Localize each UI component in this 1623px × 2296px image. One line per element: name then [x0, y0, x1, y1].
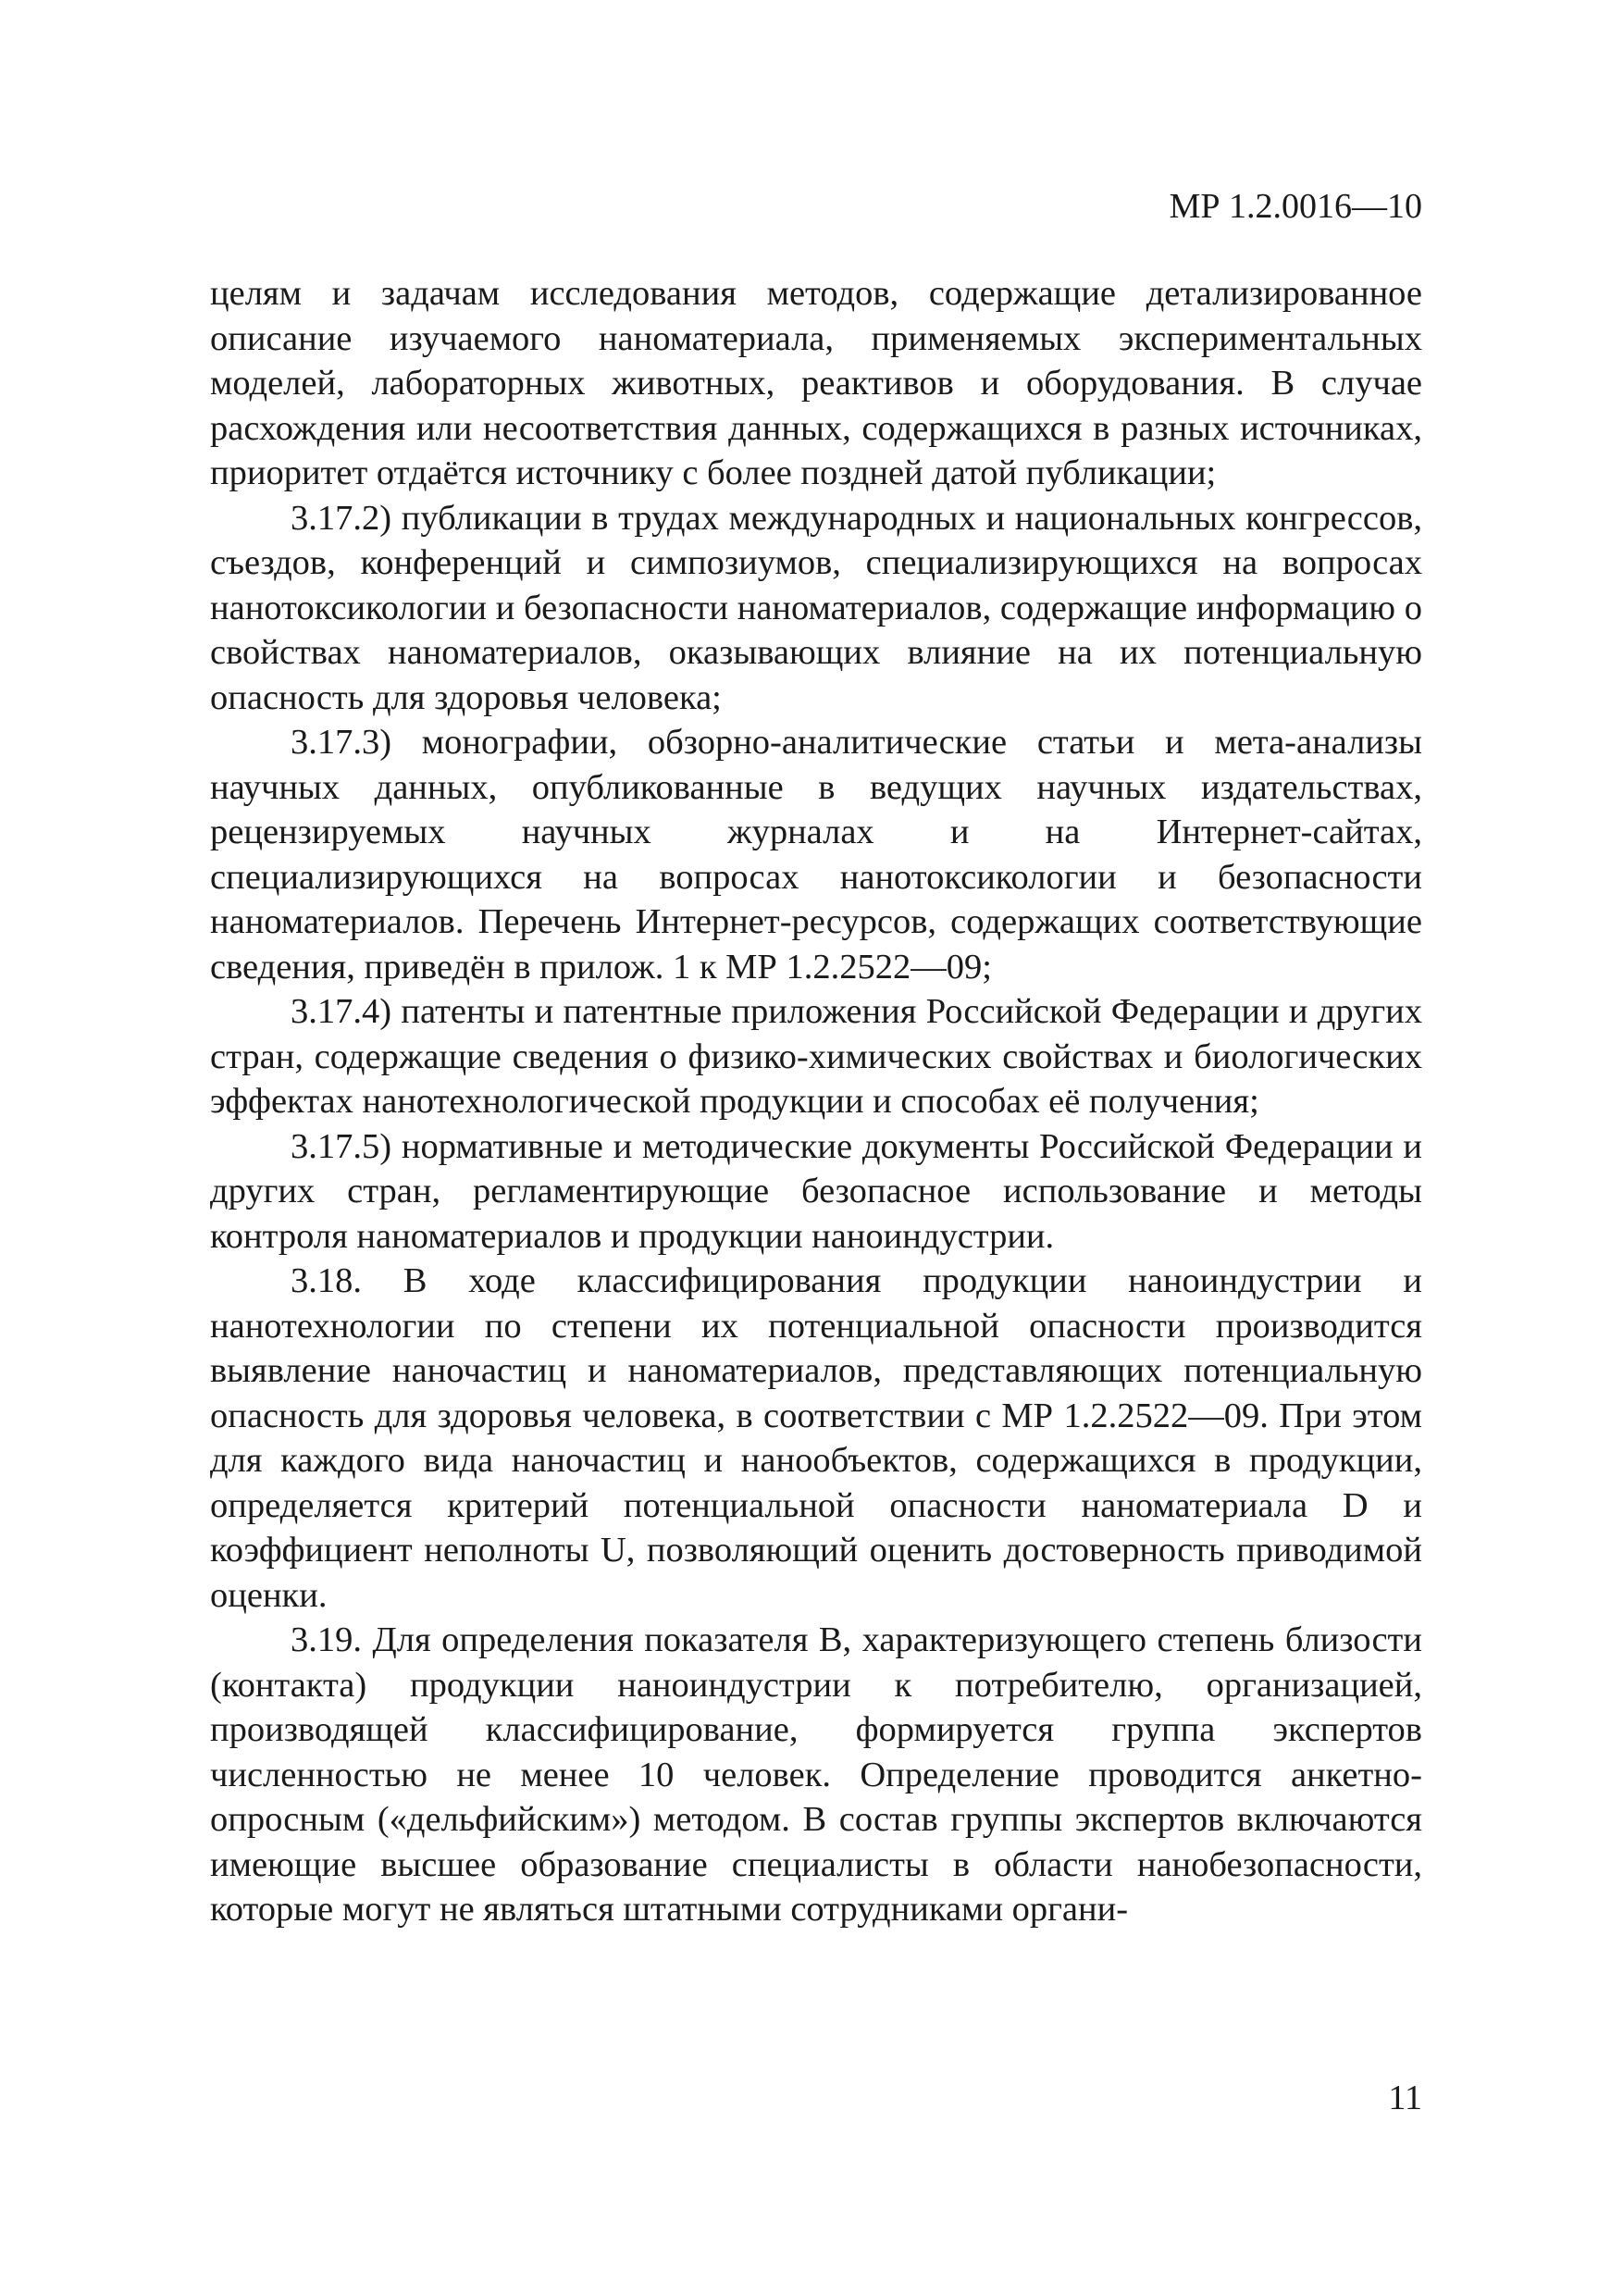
- document-code-header: МР 1.2.0016—10: [1169, 187, 1422, 226]
- paragraph-3-18: 3.18. В ходе классифицирования продукции наноиндустрии и нанотехнологии по степени их потенциальной опасности производится выявление наночастиц и наноматериалов, представляющих потенциальную опасность для здоровья человека, в соответствии с МР 1.2.2522—09. При этом для каждого вида наночастиц и нанообъектов, содержащихся в продукции, определяется критерий потенциальной опасности наноматериала D и коэффициент неполноты U, позволяющий оценить достоверность приводимой оценки.: [210, 1261, 1422, 1615]
- paragraph-3-17-5: 3.17.5) нормативные и методические документы Российской Федерации и других стран, регламентирующие безопасное использование и методы контроля наноматериалов и продукции наноиндустрии.: [210, 1126, 1422, 1256]
- paragraph-3-17-2: 3.17.2) публикации в трудах международных и национальных конгрессов, съездов, конференций и симпозиумов, специализирующихся на вопросах нанотоксикологии и безопасности наноматериалов, содержащие информацию о свойствах наноматериалов, оказывающих влияние на их потенциальную опасность для здоровья человека;: [210, 498, 1422, 717]
- page-number: 11: [1388, 2079, 1422, 2117]
- paragraph-3-17-3: 3.17.3) монографии, обзорно-аналитические статьи и мета-анализы научных данных, опубликованные в ведущих научных издательствах, рецензируемых научных журналах и на Интернет-сайтах, специализирующихся на вопросах нанотоксикологии и безопасности наноматериалов. Перечень Интернет-ресурсов, содержащих соответствующие сведения, приведён в прилож. 1 к МР 1.2.2522—09;: [210, 723, 1422, 987]
- document-body: [210, 271, 1422, 1932]
- paragraph-3-19: 3.19. Для определения показателя В, характеризующего степень близости (контакта) продукции наноиндустрии к потребителю, организацией, производящей классифицирование, формируется группа экспертов численностью не менее 10 человек. Определение проводится анкетно-опросным («дельфийским») методом. В состав группы экспертов включаются имеющие высшее образование специалисты в области нанобезопасности, которые могут не являться штатными сотрудниками органи-: [210, 1620, 1422, 1929]
- paragraph-3-17-4: 3.17.4) патенты и патентные приложения Российской Федерации и других стран, содержащие сведения о физико-химических свойствах и биологических эффектах нанотехнологической продукции и способах её получения;: [210, 992, 1422, 1121]
- paragraph-continuation: целям и задачам исследования методов, содержащие детализированное описание изучаемого наноматериала, применяемых экспериментальных моделей, лабораторных животных, реактивов и оборудования. В случае расхождения или несоответствия данных, содержащихся в разных источниках, приоритет отдаётся источнику с более поздней датой публикации;: [210, 274, 1422, 492]
